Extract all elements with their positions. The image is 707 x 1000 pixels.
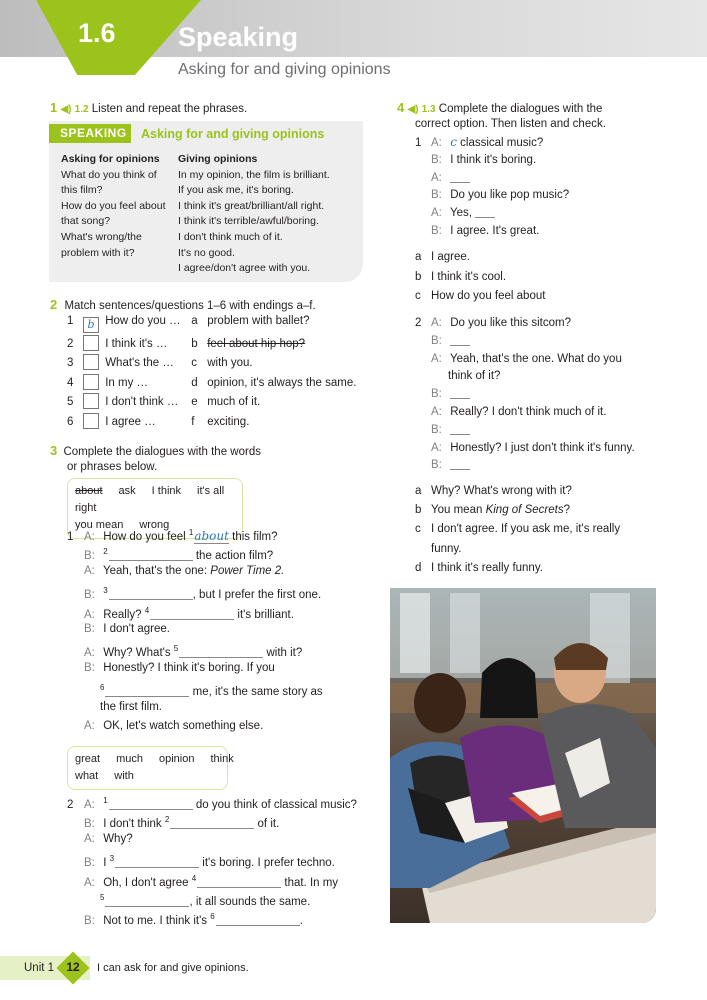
footer-text: I can ask for and give opinions. [97, 962, 249, 974]
line: . [299, 915, 303, 928]
line: Oh, I don't agree [103, 876, 189, 889]
list-item [67, 335, 305, 351]
speaker-a: A: [84, 531, 95, 543]
speaker-b: B: [431, 459, 442, 472]
item-text: I think it's … [105, 337, 168, 350]
item-ending: feel about hip hop? [207, 337, 306, 350]
ex4-instruction-2: correct option. Then listen and check. [415, 118, 606, 130]
blank-number: 3 [109, 854, 115, 864]
line: do you think of classical music? [195, 799, 357, 811]
phrase: It's no good. [178, 246, 235, 259]
option-letter: c [415, 523, 421, 536]
phrase: this film? [61, 184, 103, 197]
speaker-b: B: [84, 857, 95, 870]
blank[interactable] [105, 685, 189, 697]
ex4-instruction: Complete the dialogues with the [438, 103, 603, 115]
list-item-cont: funny. [431, 542, 462, 555]
blank[interactable] [105, 895, 189, 907]
item-ending: with you. [207, 357, 253, 369]
phrase: I think it's terrible/awful/boring. [178, 215, 319, 228]
line: I agree. It's great. [450, 225, 540, 237]
option-text: I think it's cool. [431, 270, 507, 283]
dialogue-number: 1 [415, 137, 422, 149]
speaker-a: A: [431, 207, 442, 220]
word: what [75, 770, 99, 782]
line: the action film? [195, 550, 274, 563]
item-number: 2 [67, 337, 74, 350]
page-subtitle: Asking for and giving opinions [178, 61, 391, 78]
list-item [67, 315, 309, 333]
blank-number: 2 [164, 815, 170, 825]
line: I think it's boring. [450, 153, 537, 166]
item-number: 3 [67, 357, 74, 369]
dialogue-number: 1 [67, 531, 74, 543]
blank[interactable] [450, 423, 470, 435]
ex3-number: 3 [50, 443, 58, 458]
blank[interactable] [216, 914, 300, 926]
ex1-number: 1 [50, 100, 58, 115]
word: it's all right [75, 485, 225, 514]
option-text: I don't agree. If you ask me, it's really [431, 523, 621, 536]
line: me, it's the same story as [192, 686, 323, 699]
blank[interactable] [179, 646, 263, 658]
dialogue-number: 2 [67, 799, 74, 811]
ex4-audio-track[interactable]: 1.3 [421, 104, 436, 115]
item-text: In my … [105, 376, 149, 389]
word-box-2 [67, 746, 234, 790]
line: think of it? [448, 370, 501, 383]
blank[interactable] [115, 856, 199, 868]
speaker-a: A: [84, 832, 95, 845]
ex2-instruction: Match sentences/questions 1–6 with endings a–f. [64, 300, 316, 312]
phrase: I don't think much of it. [178, 230, 283, 243]
line: , but I prefer the first one. [192, 589, 322, 602]
blank-number: 3 [103, 586, 108, 596]
option-text: I agree. [431, 251, 470, 263]
item-letter: a [191, 315, 198, 327]
list-item [67, 393, 260, 409]
option-letter: a [415, 251, 422, 263]
students-photo-illustration [390, 588, 656, 923]
phrase: If you ask me, it's boring. [178, 184, 294, 197]
line: Do you like pop music? [450, 189, 570, 202]
ex2-heading [50, 297, 316, 312]
option-letter: d [415, 561, 422, 574]
speaker-b: B: [431, 388, 442, 401]
item-ending: opinion, it's always the same. [207, 376, 357, 389]
item-letter: f [191, 415, 195, 428]
blank-number: 2 [103, 547, 108, 557]
ex1-instruction: Listen and repeat the phrases. [91, 103, 248, 115]
phrase: I think it's great/brilliant/all right. [178, 199, 325, 212]
item-text: I don't think … [105, 396, 179, 408]
blank[interactable] [109, 798, 193, 810]
option-text: ? [563, 504, 570, 517]
speaker-b: B: [431, 423, 442, 436]
item-number: 6 [67, 415, 74, 428]
line: How do you feel [103, 531, 186, 543]
blank[interactable] [170, 817, 254, 829]
list-item [67, 374, 356, 390]
blank[interactable] [450, 171, 470, 183]
line: of it. [257, 818, 280, 831]
line: Really? I don't think much of it. [450, 406, 607, 418]
answer-box[interactable] [83, 335, 99, 351]
speaker-a: A: [84, 647, 95, 660]
word: I think [151, 485, 182, 497]
word: with [114, 770, 134, 782]
audio-icon[interactable]: ◀) [407, 104, 419, 115]
blank-number: 5 [100, 893, 105, 902]
speaking-box-title: Asking for and giving opinions [141, 127, 325, 141]
blank[interactable] [475, 206, 495, 218]
line: this film? [232, 531, 278, 543]
word: opinion [158, 753, 195, 765]
speaker-b: B: [431, 334, 442, 347]
phrase: How do you feel about [61, 199, 166, 212]
speaker-a: A: [431, 406, 442, 418]
footer-unit: Unit 1 [24, 962, 55, 974]
option-letter: b [415, 504, 422, 517]
blank-number: 6 [210, 912, 215, 922]
item-text: I agree … [105, 415, 156, 428]
option-letter: c [415, 290, 421, 302]
option-letter: a [415, 485, 422, 497]
speaker-a: A: [84, 876, 95, 889]
item-ending: much of it. [207, 396, 261, 408]
ex3-instruction-2: or phrases below. [67, 461, 158, 473]
blank[interactable] [197, 876, 281, 888]
film-title: Power Time 2. [210, 564, 285, 577]
speaker-a: A: [84, 608, 95, 621]
speaker-a: A: [431, 317, 442, 329]
line: I [103, 857, 107, 870]
line: Yeah, that's the one: [103, 564, 208, 577]
answer-box[interactable] [83, 374, 99, 390]
blank-number: 1 [188, 528, 194, 537]
phrase: In my opinion, the film is brilliant. [178, 168, 330, 181]
blank[interactable] [450, 334, 470, 346]
speaker-b: B: [431, 153, 442, 166]
item-text: What's the … [105, 357, 174, 369]
students-photo [390, 588, 656, 923]
speaker-a: A: [84, 564, 95, 577]
phrase: that song? [61, 215, 111, 228]
answer-box[interactable]: b [83, 317, 99, 333]
line: I don't think [103, 818, 162, 831]
speaker-b: B: [84, 589, 95, 602]
speaker-a: A: [431, 352, 442, 365]
blank[interactable] [109, 588, 193, 600]
word: much [116, 753, 143, 765]
speaker-a: A: [431, 171, 442, 184]
item-number: 5 [67, 396, 74, 408]
list-item [415, 559, 543, 578]
line: I don't agree. [103, 623, 170, 635]
list-item [415, 482, 572, 501]
blank-number: 4 [144, 605, 150, 615]
speaker-b: B: [431, 225, 442, 237]
item-text: How do you … [105, 315, 181, 327]
speaker-b: B: [84, 915, 95, 928]
word: ask [118, 485, 136, 497]
word: wrong [139, 519, 170, 531]
speaker-a: A: [431, 137, 442, 149]
speaker-b: B: [84, 818, 95, 831]
item-letter: d [191, 376, 198, 389]
answer-box[interactable] [83, 354, 99, 370]
ex2-number: 2 [50, 297, 58, 312]
option-text: You mean [431, 504, 483, 517]
line: OK, let's watch something else. [103, 720, 264, 732]
phrase: problem with it? [61, 246, 135, 259]
speaker-a: A: [84, 720, 95, 732]
line: Honestly? I just don't think it's funny. [450, 441, 635, 454]
page-number: 12 [66, 960, 80, 974]
list-item [415, 268, 506, 288]
blank-number: 4 [191, 873, 197, 883]
blank[interactable] [450, 458, 470, 470]
line: Why? What's [103, 647, 171, 660]
item-letter: c [191, 357, 197, 369]
list-item [415, 501, 570, 520]
giving-column [178, 152, 358, 277]
item-number: 1 [67, 315, 74, 327]
speaker-b: B: [431, 189, 442, 202]
option-text: I think it's really funny. [431, 561, 543, 574]
asking-heading: Asking for opinions [61, 153, 160, 165]
word: great [75, 753, 101, 765]
item-letter: e [191, 396, 198, 408]
option-text: Why? What's wrong with it? [431, 485, 572, 497]
word: about [75, 485, 103, 497]
blank[interactable] [450, 387, 470, 399]
blank-number: 5 [173, 644, 179, 654]
option-letter: b [415, 270, 422, 283]
blank-number: 6 [100, 683, 105, 693]
item-number: 4 [67, 376, 74, 389]
audio-icon[interactable]: ◀) [60, 104, 72, 115]
speaker-a: A: [84, 799, 95, 811]
item-ending: exciting. [207, 415, 250, 428]
ex1-heading [50, 100, 247, 115]
list-item [415, 287, 545, 307]
line: Yeah, that's the one. What do you [450, 352, 622, 365]
asking-column [61, 152, 176, 261]
list-item [67, 354, 253, 370]
ex1-audio-track[interactable]: 1.2 [74, 104, 89, 115]
line: Not to me. I think it's [103, 915, 208, 928]
line: Do you like this sitcom? [450, 317, 571, 329]
line: classical music? [460, 137, 544, 149]
ex4-number: 4 [397, 100, 405, 115]
answer-box[interactable] [83, 413, 99, 429]
speaker-b: B: [84, 661, 95, 674]
blank-number: 1 [103, 796, 108, 805]
option-text: How do you feel about [431, 290, 546, 302]
phrase: I agree/don't agree with you. [178, 262, 311, 275]
speaking-tag: SPEAKING [49, 124, 131, 143]
ex3-instruction: Complete the dialogues with the words [63, 446, 261, 458]
list-item [415, 248, 470, 268]
answer: c [450, 135, 457, 149]
word: think [210, 753, 234, 765]
list-item [415, 520, 620, 539]
item-letter: b [191, 337, 198, 350]
speaker-b: B: [84, 550, 95, 563]
line: Really? [103, 608, 142, 621]
answer-box[interactable] [83, 393, 99, 409]
blank[interactable] [109, 549, 193, 561]
giving-heading: Giving opinions [178, 153, 258, 165]
line: with it? [266, 647, 303, 660]
speaking-box [49, 121, 363, 282]
line: it's boring. I prefer techno. [202, 857, 335, 870]
line: Yes, [450, 207, 472, 220]
line: Why? [103, 832, 133, 845]
list-item [67, 413, 249, 429]
line: the first film. [100, 700, 162, 713]
blank[interactable] [150, 608, 234, 620]
line: Honestly? I think it's boring. If you [103, 661, 275, 674]
line: that. In my [284, 876, 339, 889]
phrase: What's wrong/the [61, 230, 142, 243]
line: it's brilliant. [237, 608, 294, 621]
dialogue-number: 2 [415, 317, 422, 329]
item-ending: problem with ballet? [207, 315, 310, 327]
speaker-a: A: [431, 441, 442, 454]
lesson-number: 1.6 [78, 18, 116, 48]
show-title: King of Secrets [485, 504, 564, 517]
word: you mean [75, 519, 124, 531]
page-title: Speaking [178, 22, 299, 52]
answer: about [194, 529, 229, 543]
speaker-b: B: [84, 623, 95, 635]
line: , it all sounds the same. [189, 896, 311, 908]
phrase: What do you think of [61, 168, 157, 181]
